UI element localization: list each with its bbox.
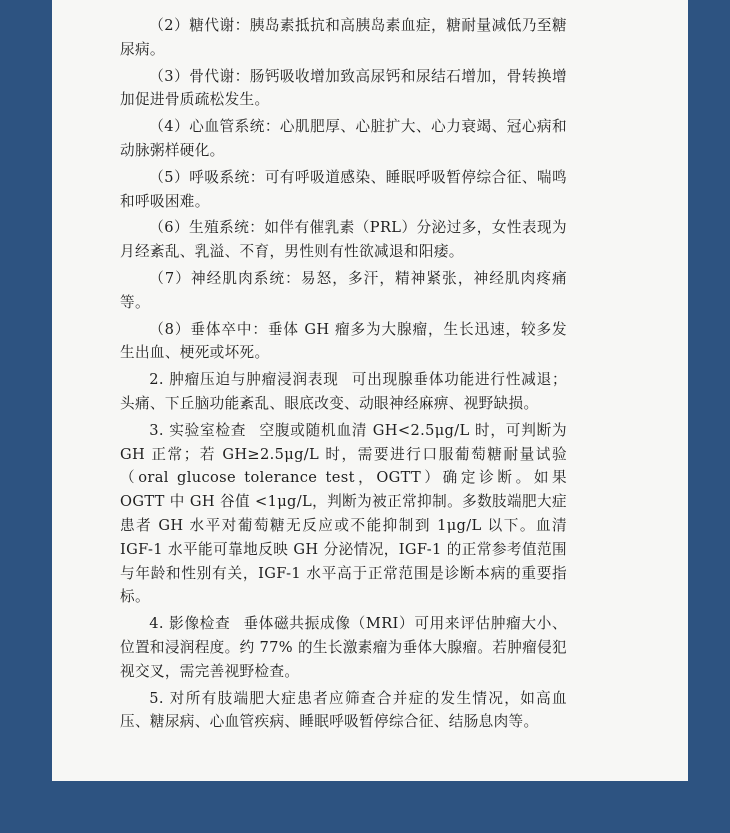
paragraph-text: （5）呼吸系统：可有呼吸道感染、睡眠呼吸暂停综合征、喘鸣和呼吸困难。 (120, 168, 567, 210)
section-heading: 4. 影像检查 (149, 615, 231, 633)
section-heading: 3. 实验室检查 (149, 421, 247, 439)
document-body (120, 14, 567, 734)
paragraph-text: （2）糖代谢：胰岛素抵抗和高胰岛素血症，糖耐量减低乃至糖尿病。 (120, 17, 567, 58)
paragraph-text: （3）骨代谢：肠钙吸收增加致高尿钙和尿结石增加，骨转换增加促进骨质疏松发生。 (120, 67, 567, 109)
paragraph-cardiovascular (120, 115, 567, 163)
paragraph-tumor-compression (120, 368, 567, 416)
paragraph-text: 空腹或随机血清 GH<2.5μg/L 时，可判断为 GH 正常；若 GH≥2.5μg/L 时，需要进行口服葡萄糖耐量试验（oral glucose tolerance test，OGTT）确定诊断。如果 OGTT 中 GH 谷值 <1μg/L，判断为被正常抑制。多数肢端肥大症患者 GH 水平对葡萄糖无反应或不能抑制到 1μg/L 以下。血清 IGF-1 水平能可靠地反映 GH 分泌情况，IGF-1 的正常参考值范围与年龄和性别有关，IGF-1 水平高于正常范围是诊断本病的重要指标。 (120, 421, 567, 606)
section-heading: 2. 肿瘤压迫与肿瘤浸润表现 (149, 371, 339, 389)
paragraph-text: （7）神经肌肉系统：易怒，多汗，精神紧张，神经肌肉疼痛等。 (120, 269, 567, 311)
paragraph-text: 可出现腺垂体功能进行性减退；头痛、下丘脑功能紊乱、眼底改变、动眼神经麻痹、视野缺损。 (120, 371, 567, 412)
paragraph-text: 5. 对所有肢端肥大症患者应筛查合并症的发生情况，如高血压、糖尿病、心血管疾病、睡眠呼吸暂停综合征、结肠息肉等。 (120, 689, 567, 731)
paragraph-bone-metabolism (120, 65, 567, 113)
paragraph-respiratory (120, 166, 567, 214)
paragraph-lab-tests (120, 419, 567, 609)
paragraph-text: （4）心血管系统：心肌肥厚、心脏扩大、心力衰竭、冠心病和动脉粥样硬化。 (120, 118, 567, 159)
paragraph-imaging (120, 612, 567, 683)
paragraph-text: 垂体磁共振成像（MRI）可用来评估肿瘤大小、位置和浸润程度。约 77% 的生长激素瘤为垂体大腺瘤。若肿瘤侵犯视交叉，需完善视野检查。 (120, 615, 567, 680)
paragraph-text: （6）生殖系统：如伴有催乳素（PRL）分泌过多，女性表现为月经紊乱、乳溢、不育，男性则有性欲减退和阳痿。 (120, 219, 567, 261)
paragraph-pituitary-apoplexy (120, 318, 567, 366)
paragraph-text: （8）垂体卒中：垂体 GH 瘤多为大腺瘤，生长迅速，较多发生出血、梗死或坏死。 (120, 320, 567, 362)
paragraph-glucose-metabolism (120, 14, 567, 62)
paragraph-reproductive (120, 216, 567, 264)
paragraph-comorbidity-screening (120, 687, 567, 735)
paragraph-neuromuscular (120, 267, 567, 315)
